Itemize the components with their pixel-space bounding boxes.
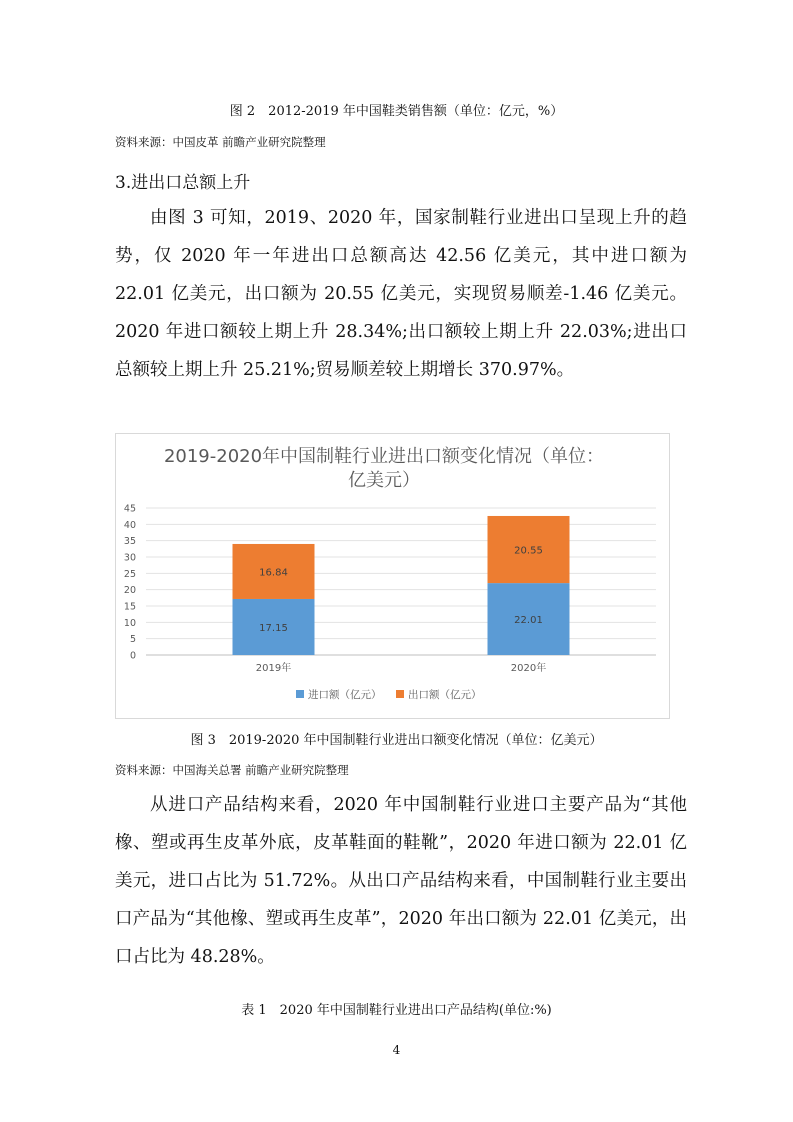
data-label: 17.15 bbox=[259, 622, 288, 634]
figure2-source: 资料来源：中国皮革 前瞻产业研究院整理 bbox=[115, 135, 326, 149]
page-number: 4 bbox=[392, 1043, 401, 1057]
legend-label: 进口额（亿元） bbox=[308, 689, 382, 701]
legend-label: 出口额（亿元） bbox=[408, 689, 482, 701]
x-tick-label: 2020年 bbox=[510, 663, 547, 674]
legend-swatch bbox=[296, 690, 304, 698]
x-tick-label: 2019年 bbox=[255, 663, 292, 674]
y-tick-label: 25 bbox=[123, 568, 136, 580]
legend-swatch bbox=[396, 690, 404, 698]
chart-title-line1: 2019-2020年中国制鞋行业进出口额变化情况（单位： bbox=[163, 446, 605, 467]
y-tick-label: 0 bbox=[129, 650, 136, 662]
table1-caption: 表 1 2020 年中国制鞋行业进出口产品结构(单位:%) bbox=[241, 1003, 552, 1018]
chart-svg bbox=[116, 434, 669, 718]
figure3-caption: 图 3 2019-2020 年中国制鞋行业进出口额变化情况（单位：亿美元） bbox=[190, 733, 603, 748]
y-tick-label: 30 bbox=[123, 552, 136, 564]
y-tick-label: 40 bbox=[123, 519, 136, 531]
chart-title-line2: 亿美元） bbox=[348, 470, 420, 491]
figure2-caption: 图 2 2012-2019 年中国鞋类销售额（单位：亿元，%） bbox=[229, 104, 564, 119]
data-label: 20.55 bbox=[514, 545, 543, 557]
section-paragraph: 由图 3 可知，2019、2020 年，国家制鞋行业进出口呈现上升的趋势，仅 2020 年一年进出口总额高达 42.56 亿美元，其中进口额为 22.01 亿美元，出口额为 20.55 亿美元，实现贸易顺差-1.46 亿美元。2020 年进口额较上期上升 28.34%;出口额较上期上升 22.03%;进出口总额较上期上升 25.21%;贸易顺差较上期增长 370.97%。 bbox=[115, 208, 687, 380]
figure3-source: 资料来源：中国海关总署 前瞻产业研究院整理 bbox=[115, 763, 349, 777]
chart-frame bbox=[115, 433, 670, 719]
data-label: 16.84 bbox=[259, 567, 288, 579]
y-tick-label: 45 bbox=[123, 503, 136, 515]
y-tick-label: 5 bbox=[129, 634, 136, 646]
data-label: 22.01 bbox=[514, 615, 543, 627]
y-tick-label: 10 bbox=[123, 617, 136, 629]
y-tick-label: 15 bbox=[123, 601, 136, 613]
y-tick-label: 20 bbox=[123, 585, 136, 597]
section-heading: 3.进出口总额上升 bbox=[115, 173, 251, 193]
paragraph-product-structure: 从进口产品结构来看，2020 年中国制鞋行业进口主要产品为“其他橡、塑或再生皮革外底，皮革鞋面的鞋靴”，2020 年进口额为 22.01 亿美元，进口占比为 51.72%。从出口产品结构来看，中国制鞋行业主要出口产品为“其他橡、塑或再生皮革”，2020 年出口额为 22.01 亿美元，出口占比为 48.28%。 bbox=[115, 795, 687, 967]
y-tick-label: 35 bbox=[123, 536, 136, 548]
